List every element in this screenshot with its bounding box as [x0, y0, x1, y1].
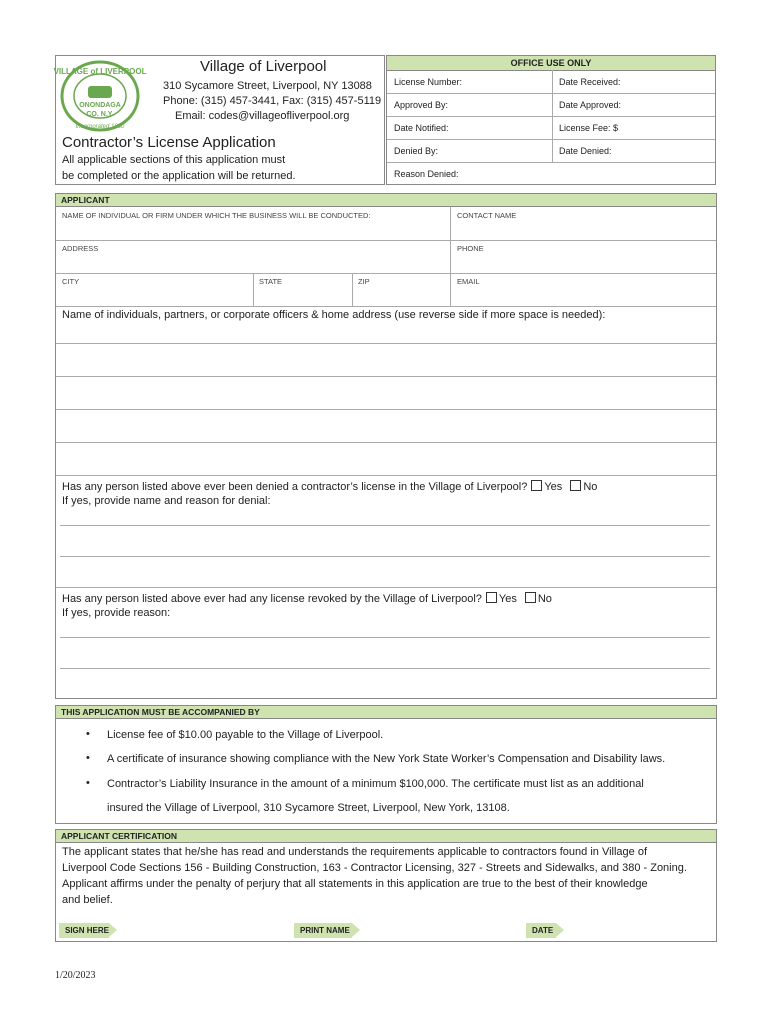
revoked-followup: If yes, provide reason: [62, 607, 171, 619]
svg-text:CO. N.Y.: CO. N.Y. [86, 111, 114, 118]
date-notified-field[interactable]: Date Notified: [394, 123, 449, 133]
phone-field[interactable]: PHONE [457, 244, 484, 253]
applicant-title: APPLICANT [56, 194, 716, 207]
certification-section [55, 829, 717, 942]
sign-here-tag[interactable]: SIGN HERE [59, 923, 109, 938]
denied-yes-checkbox[interactable] [531, 480, 542, 491]
village-seal-logo [53, 60, 147, 132]
date-approved-field[interactable]: Date Approved: [559, 100, 622, 110]
office-use-title: OFFICE USE ONLY [387, 56, 715, 71]
revoked-question-text: Has any person listed above ever had any license revoked by the Village of Liverpool? [62, 593, 482, 605]
license-fee-field[interactable]: License Fee: $ [559, 123, 619, 133]
license-number-field[interactable]: License Number: [394, 77, 463, 87]
office-row-4 [387, 139, 715, 163]
denied-question [62, 480, 597, 493]
svg-text:VILLAGE of LIVERPOOL: VILLAGE of LIVERPOOL [53, 67, 147, 76]
state-field[interactable]: STATE [259, 277, 283, 286]
requirement-item-3-cont: insured the Village of Liverpool, 310 Sycamore Street, Liverpool, New York, 13108. [107, 802, 510, 814]
revoked-no-label: No [537, 593, 552, 605]
address-field[interactable]: ADDRESS [62, 244, 99, 253]
denied-no-checkbox[interactable] [570, 480, 581, 491]
requirement-item-1: License fee of $10.00 payable to the Village of Liverpool. [107, 729, 384, 741]
certification-line-3: Applicant affirms under the penalty of perjury that all statements in this application are true to the best of their knowledge [62, 878, 648, 890]
requirement-item-3: Contractor’s Liability Insurance in the amount of a minimum $100,000. The certificate must list as an additional [107, 778, 644, 790]
print-name-tag[interactable]: PRINT NAME [294, 923, 352, 938]
org-address: 310 Sycamore Street, Liverpool, NY 13088 [163, 80, 372, 92]
denied-no-label: No [583, 481, 598, 493]
revoked-yes-label: Yes [498, 593, 517, 605]
accompanied-section: THIS APPLICATION MUST BE ACCOMPANIED BY • License fee of $10.00 payable to the Village of Liverpool. • A certificate of insurance showing compliance with the New York State Worker’s Compensation and Disability laws. • Contractor’s Liability Insurance in the amount of a minimum $100,000. The certificate must list as an additional insured the Village of Liverpool, 310 Sycamore Street, Liverpool, New York, 13108. [55, 705, 717, 824]
office-row-2 [387, 93, 715, 117]
contact-name-field[interactable]: CONTACT NAME [457, 211, 517, 220]
date-tag[interactable]: DATE [526, 923, 556, 938]
office-row-5 [387, 162, 715, 185]
date-received-field[interactable]: Date Received: [559, 77, 621, 87]
revoked-no-checkbox[interactable] [525, 592, 536, 603]
org-phone: Phone: (315) 457-3441, Fax: (315) 457-5119 [163, 95, 382, 107]
svg-text:ONONDAGA: ONONDAGA [79, 102, 121, 109]
city-field[interactable]: CITY [62, 277, 80, 286]
requirement-item-2: A certificate of insurance showing compliance with the New York State Worker’s Compensation and Disability laws. [107, 753, 666, 765]
certification-line-4: and belief. [62, 894, 113, 906]
form-note-2: be completed or the application will be returned. [62, 170, 296, 182]
revision-date: 1/20/2023 [55, 970, 96, 981]
office-row-3 [387, 116, 715, 140]
denied-question-text: Has any person listed above ever been denied a contractor’s license in the Village of Liverpool? [62, 481, 528, 493]
denied-by-field[interactable]: Denied By: [394, 146, 439, 156]
form-title: Contractor’s License Application [62, 134, 276, 151]
business-name-field[interactable]: NAME OF INDIVIDUAL OR FIRM UNDER WHICH THE BUSINESS WILL BE CONDUCTED: [62, 211, 371, 220]
applicant-section [55, 193, 717, 699]
zip-field[interactable]: ZIP [358, 277, 370, 286]
certification-title: APPLICANT CERTIFICATION [56, 830, 716, 843]
certification-line-2: Liverpool Code Sections 156 - Building Construction, 163 - Contractor Licensing, 327 - Streets and Sidewalks, and 380 - Zoning. [62, 862, 687, 874]
email-field[interactable]: EMAIL [457, 277, 480, 286]
certification-line-1: The applicant states that he/she has read and understands the requirements applicable to contractors found in Village of [62, 846, 648, 858]
officers-prompt: Name of individuals, partners, or corporate officers & home address (use reverse side if more space is needed): [62, 309, 606, 321]
revoked-yes-checkbox[interactable] [486, 592, 497, 603]
denied-followup: If yes, provide name and reason for denial: [62, 495, 271, 507]
org-name: Village of Liverpool [200, 58, 327, 75]
accompanied-title: THIS APPLICATION MUST BE ACCOMPANIED BY [56, 706, 716, 719]
date-denied-field[interactable]: Date Denied: [559, 146, 612, 156]
approved-by-field[interactable]: Approved By: [394, 100, 449, 110]
revoked-question [62, 592, 552, 605]
office-row-1 [387, 70, 715, 94]
denied-yes-label: Yes [544, 481, 563, 493]
reason-denied-field[interactable]: Reason Denied: [394, 169, 459, 179]
form-note-1: All applicable sections of this application must [62, 154, 286, 166]
org-email: Email: codes@villageofliverpool.org [175, 110, 350, 122]
office-use-box [386, 55, 716, 185]
svg-text:Incorporated 1830: Incorporated 1830 [75, 124, 125, 130]
